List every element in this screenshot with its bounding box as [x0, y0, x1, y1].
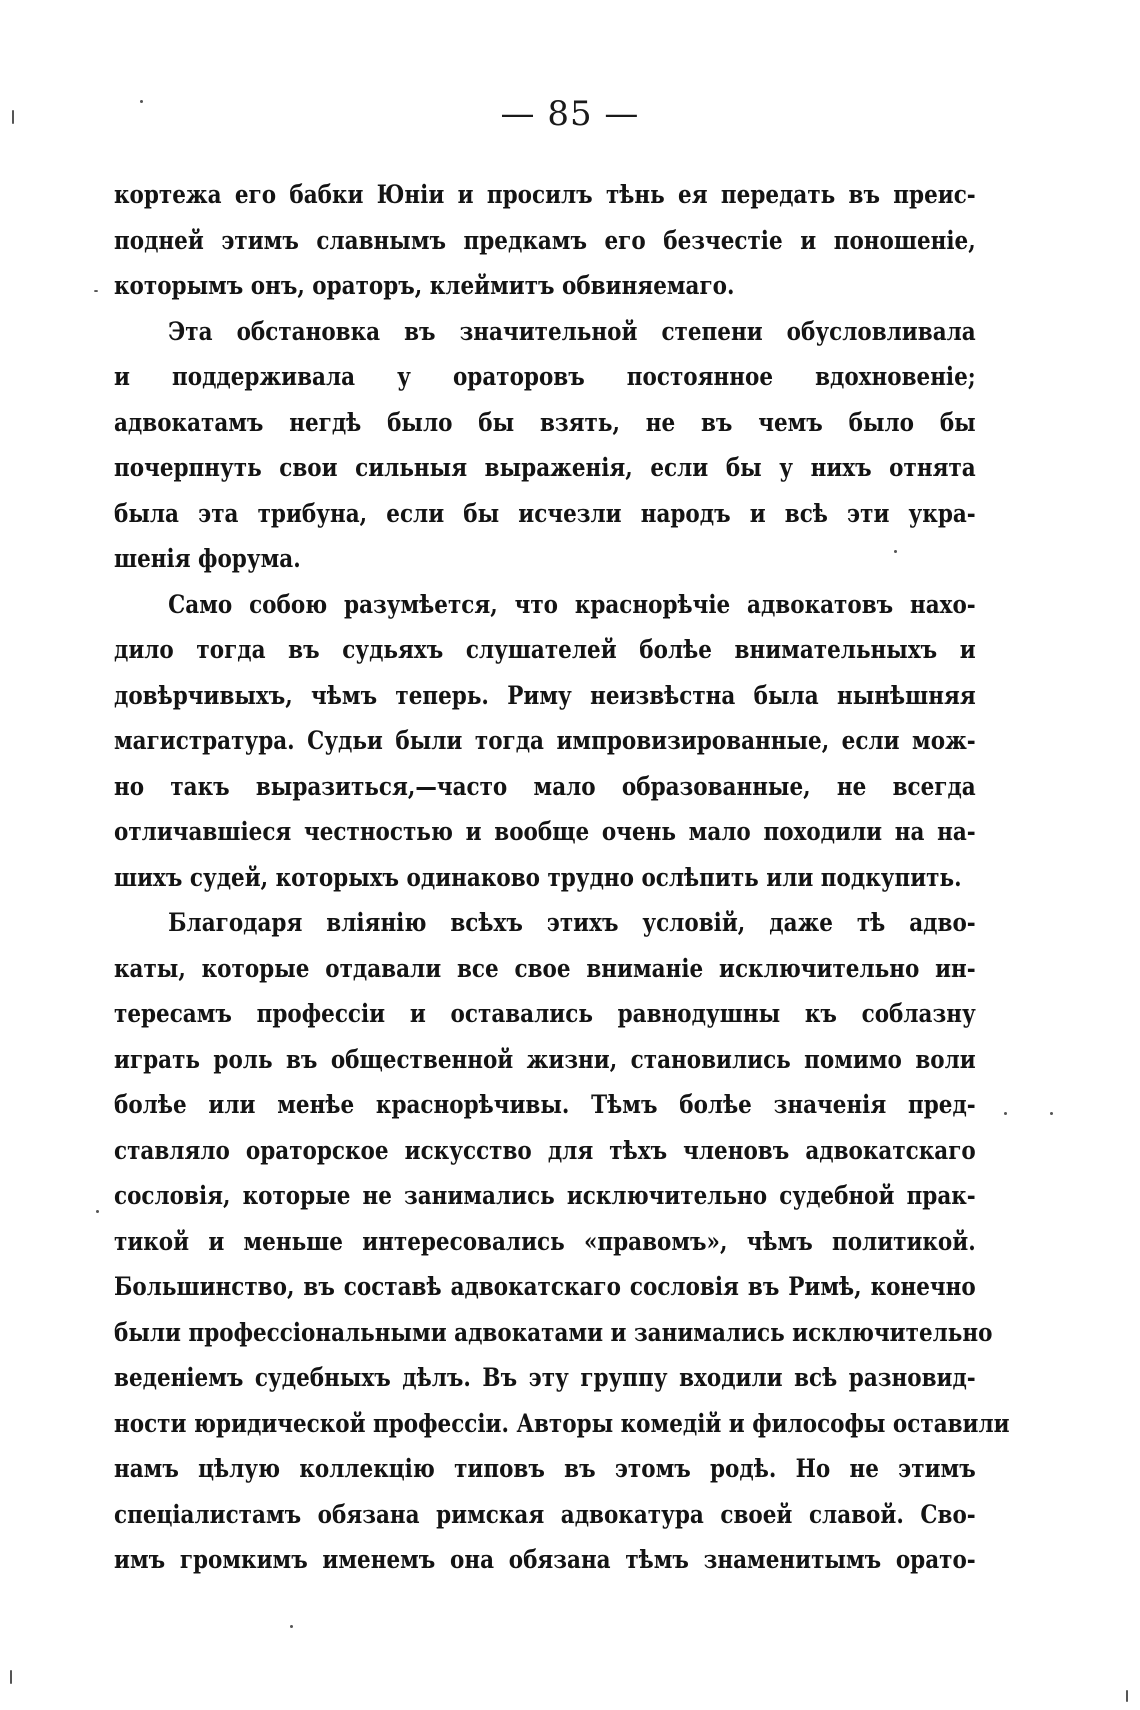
text-line: шихъ судей, которыхъ одинаково трудно ослѣпить или подкупить. — [114, 862, 962, 892]
paragraph-start-line: Эта обстановка въ значительной степени обусловливала — [168, 316, 976, 346]
scan-speck — [10, 1670, 12, 1684]
text-line: и поддерживала у ораторовъ постоянное вдохновеніе; — [114, 362, 976, 391]
body-text — [114, 172, 1010, 1583]
text-line: отличавшіеся честностью и вообще очень мало походили на на- — [114, 817, 976, 846]
scan-speck — [94, 290, 98, 292]
text-line: адвокатамъ негдѣ было бы взять, не въ чемъ было бы — [114, 407, 976, 437]
text-line: подней этимъ славнымъ предкамъ его безчестіе и поношеніе, — [114, 225, 976, 255]
text-line: каты, которые отдавали все свое вниманіе исключительно ин- — [114, 953, 976, 983]
text-line: почерпнуть свои сильныя выраженія, если бы у нихъ отнята — [114, 453, 976, 482]
scan-speck — [96, 1210, 99, 1213]
text-line: ности юридической профессіи. Авторы комедій и философы оставили — [114, 1408, 1010, 1438]
text-line: шенія форума. — [114, 544, 301, 573]
text-line: были профессіональными адвокатами и занимались исключительно — [114, 1317, 993, 1347]
text-line: магистратура. Судьи были тогда импровизированные, если мож- — [114, 726, 976, 755]
scan-speck — [290, 1625, 293, 1628]
text-line: дило тогда въ судьяхъ слушателей болѣе внимательныхъ и — [114, 635, 976, 664]
text-line: имъ громкимъ именемъ она обязана тѣмъ знаменитымъ орато- — [114, 1545, 976, 1574]
paragraph-start-line: Само собою разумѣется, что краснорѣчіе адвокатовъ нахо- — [168, 589, 976, 619]
scan-speck — [1050, 1112, 1053, 1115]
text-line: ставляло ораторское искусство для тѣхъ членовъ адвокатскаго — [114, 1135, 976, 1165]
text-line: веденіемъ судебныхъ дѣлъ. Въ эту группу входили всѣ разновид- — [114, 1363, 976, 1392]
text-line: но такъ выразиться,—часто мало образованные, не всегда — [114, 771, 976, 801]
text-line: болѣе или менѣе краснорѣчивы. Тѣмъ болѣе значенія пред- — [114, 1090, 976, 1119]
text-line: которымъ онъ, ораторъ, клеймитъ обвиняемаго. — [114, 271, 735, 300]
text-line: довѣрчивыхъ, чѣмъ теперь. Риму неизвѣстна была нынѣшняя — [114, 680, 976, 710]
text-line: тикой и меньше интересовались «правомъ», чѣмъ политикой. — [114, 1226, 976, 1256]
text-line: Большинство, въ составѣ адвокатскаго сословія въ Римѣ, конечно — [114, 1272, 976, 1301]
text-line: тересамъ профессіи и оставались равнодушны къ соблазну — [114, 999, 976, 1028]
scan-speck — [894, 550, 897, 553]
scan-speck — [12, 110, 14, 124]
text-line: сословія, которые не занимались исключительно судебной прак- — [114, 1181, 976, 1210]
text-line: кортежа его бабки Юніи и просилъ тѣнь ея передать въ преис- — [114, 180, 976, 209]
text-line: играть роль въ общественной жизни, становились помимо воли — [114, 1044, 976, 1074]
page-number: — 85 — — [500, 94, 640, 134]
text-line: спеціалистамъ обязана римская адвокатура своей славой. Сво- — [114, 1499, 976, 1529]
scan-speck — [1126, 1690, 1128, 1702]
text-line: была эта трибуна, если бы исчезли народъ и всѣ эти укра- — [114, 498, 976, 528]
scan-speck — [1004, 1112, 1007, 1115]
scan-speck — [140, 100, 143, 103]
paragraph-start-line: Благодаря вліянію всѣхъ этихъ условій, даже тѣ адво- — [168, 908, 976, 937]
text-line: намъ цѣлую коллекцію типовъ въ этомъ родѣ. Но не этимъ — [114, 1454, 976, 1483]
